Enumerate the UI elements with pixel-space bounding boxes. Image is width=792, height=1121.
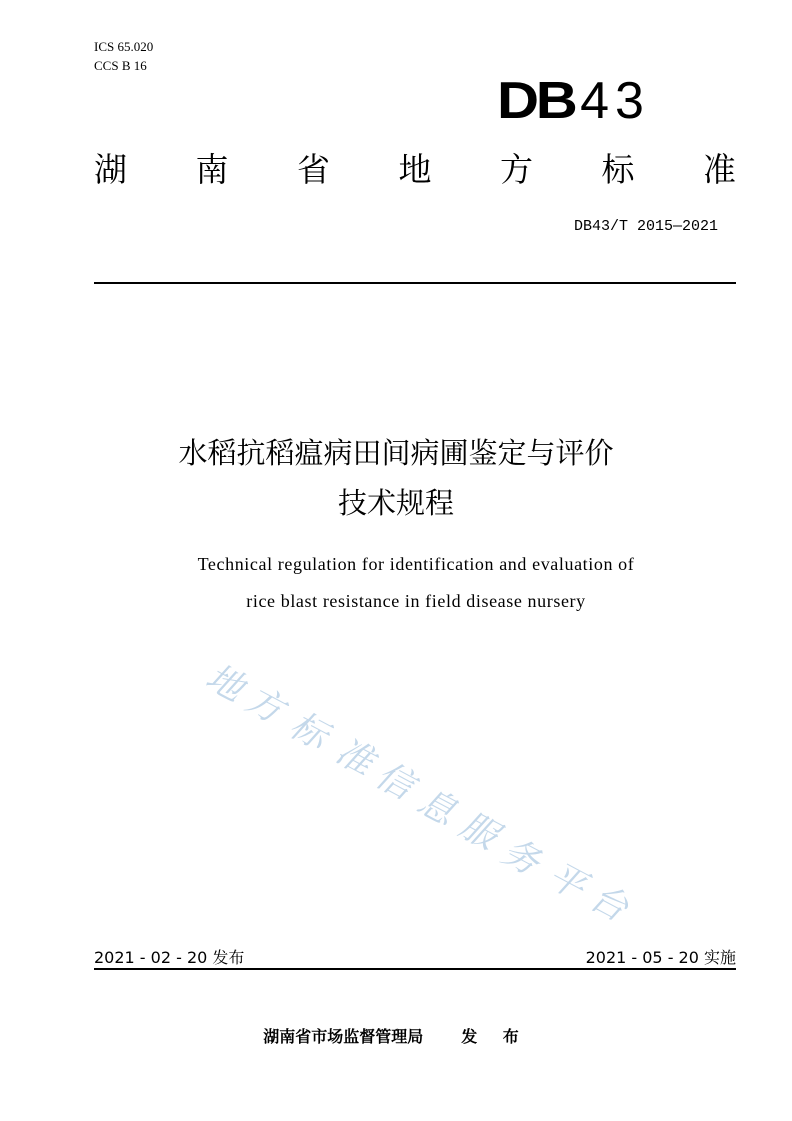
chinese-title-line-1: 水稻抗稻瘟病田间病圃鉴定与评价 [178,436,614,470]
standard-type-heading [94,148,736,192]
issue-date: 2021 - 02 - 20 发布 [94,948,245,967]
top-divider [94,282,736,284]
standard-type-char: 准 [703,150,736,189]
english-title-line-1: Technical regulation for identification and evaluation of [197,554,635,574]
implementation-date: 2021 - 05 - 20 实施 [585,948,736,967]
watermark-char: 服 [453,804,505,858]
issuer [0,1024,792,1047]
watermark-char: 台 [583,876,635,930]
watermark-char: 务 [495,830,547,884]
standard-type-char: 省 [297,150,330,189]
standard-type-char: 标 [601,150,635,189]
issuing-authority: 湖南省市场监督管理局 [263,1027,424,1046]
english-title [0,546,792,620]
standard-type-char: 湖 [94,150,127,189]
chinese-title [0,428,792,528]
standard-code: DB43/T 2015—2021 [573,218,718,235]
ics-code: ICS 65.020 [94,39,154,54]
standard-mark-letters: DB [497,72,575,130]
watermark-char: 信 [369,754,421,808]
issue-action: 发 布 [461,1027,529,1046]
bottom-divider [94,968,736,970]
watermark-char: 地 [199,656,251,710]
standard-mark-number: 43 [580,72,650,130]
standard-mark [497,72,650,130]
watermark-char: 方 [239,678,291,732]
chinese-title-line-2: 技术规程 [337,486,454,520]
standard-type-char: 方 [500,150,533,189]
watermark [199,655,648,930]
watermark-char: 息 [411,780,463,834]
standard-type-char: 南 [195,150,229,189]
ccs-code: CCS B 16 [94,58,147,73]
standard-type-char: 地 [398,150,432,189]
watermark-char: 准 [329,730,381,784]
watermark-char: 标 [283,704,335,758]
english-title-line-2: rice blast resistance in field disease nursery [246,591,586,611]
watermark-char: 平 [541,854,593,908]
classification-block [94,37,153,75]
